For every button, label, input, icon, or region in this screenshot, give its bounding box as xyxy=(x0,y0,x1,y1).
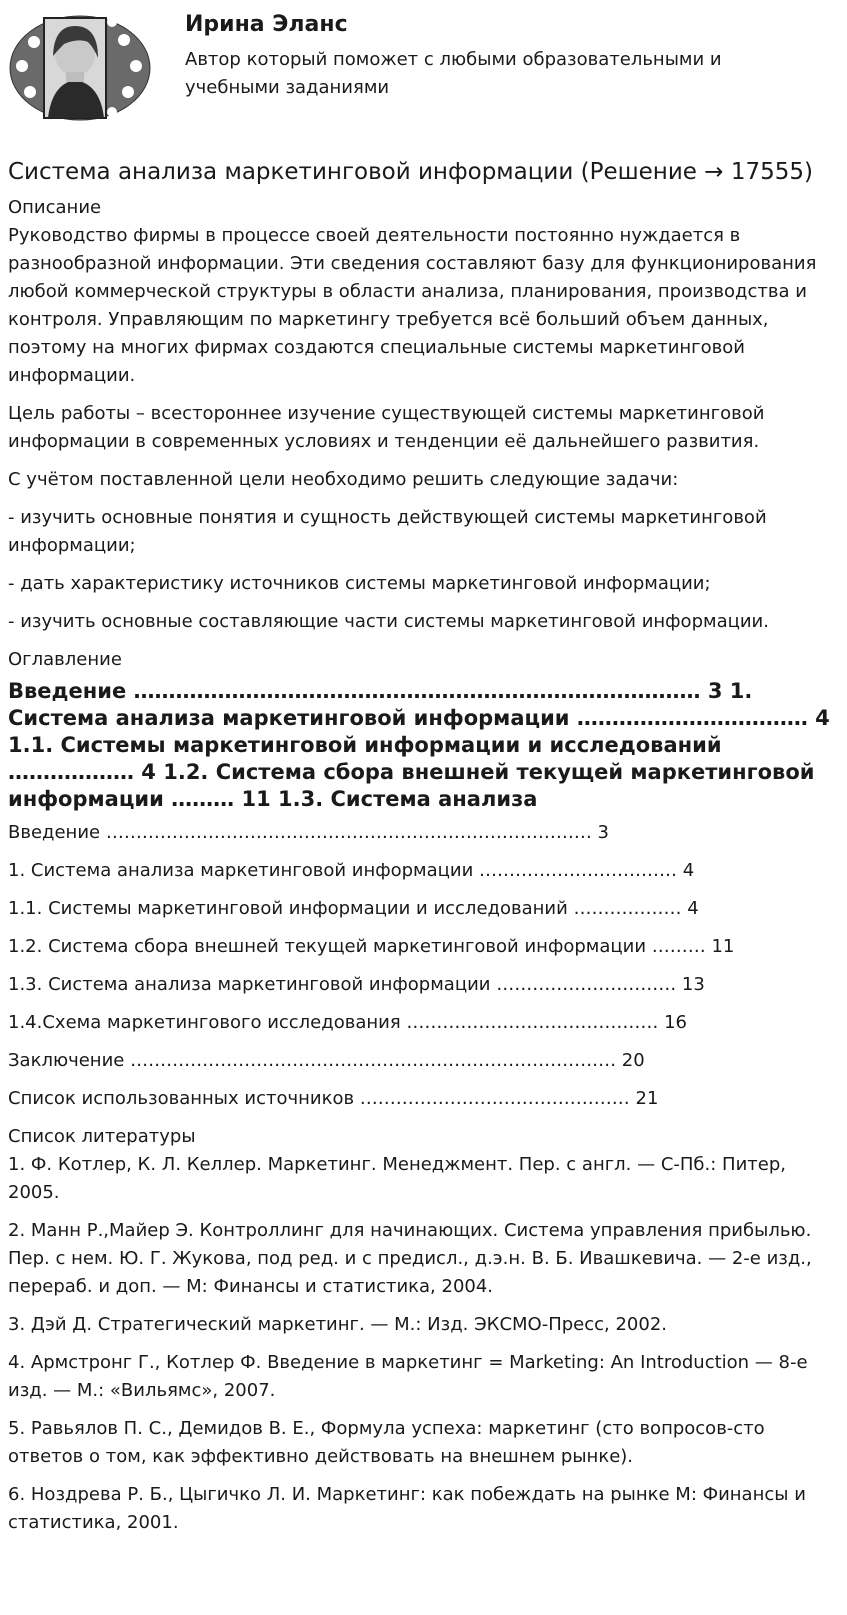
paragraph: Цель работы – всестороннее изучение существующей системы маркетинговой информации в современных условиях и тенденции её дальнейшего развития. xyxy=(8,403,765,452)
author-description: Автор который поможет с любыми образовательными и учебными заданиями xyxy=(185,49,722,98)
toc-heading-run: Введение ……………………………………………………………………… 3 1. Система анализа маркетинговой информации …………………………… 4 1.1. Системы маркетинговой информации и исследований ……………… 4 1.2. Система сбора внешней текущей маркетинговой информации ……… 11 1.3. Система анализа xyxy=(8,679,830,811)
toc-label: Оглавление xyxy=(8,649,122,670)
paragraph: - изучить основные составляющие части системы маркетинговой информации. xyxy=(8,611,769,632)
toc-item: 1.2. Система сбора внешней текущей маркетинговой информации ……… 11 xyxy=(8,936,735,957)
toc-item: Список использованных источников ……………………………………… 21 xyxy=(8,1088,659,1109)
paragraph: Руководство фирмы в процессе своей деятельности постоянно нуждается в разнообразной информации. Эти сведения составляют базу для функционирования любой коммерческой структуры в области анализа, планирования, производства и контроля. Управляющим по маркетингу требуется всё больший объем данных, поэтому на многих фирмах создаются специальные системы маркетинговой информации. xyxy=(8,225,817,386)
paragraph: - дать характеристику источников системы маркетинговой информации; xyxy=(8,573,711,594)
author-name: Ирина Эланс xyxy=(185,12,348,37)
toc-item: Заключение ……………………………………………………………………… 20 xyxy=(8,1050,645,1071)
literature-item: 6. Ноздрева Р. Б., Цыгичко Л. И. Маркетинг: как побеждать на рынке М: Финансы и статистика, 2001. xyxy=(8,1484,806,1533)
description-label: Описание xyxy=(8,197,102,218)
document-title: Система анализа маркетинговой информации (Решение → 17555) xyxy=(8,159,813,185)
paragraph: С учётом поставленной цели необходимо решить следующие задачи: xyxy=(8,469,679,490)
literature-item: 4. Армстронг Г., Котлер Ф. Введение в маркетинг = Marketing: An Introduction — 8-е изд. — М.: «Вильямс», 2007. xyxy=(8,1352,808,1401)
author-header xyxy=(8,8,839,130)
author-avatar xyxy=(8,8,153,128)
literature-item: 5. Равьялов П. С., Демидов В. Е., Формула успеха: маркетинг (сто вопросов-сто ответов о том, как эффективно действовать на внешнем рынке). xyxy=(8,1418,765,1467)
author-info xyxy=(185,8,785,102)
toc-item: 1.3. Система анализа маркетинговой информации ………………………… 13 xyxy=(8,974,705,995)
paragraph: - изучить основные понятия и сущность действующей системы маркетинговой информации; xyxy=(8,507,767,556)
toc-item: 1.1. Системы маркетинговой информации и исследований ……………… 4 xyxy=(8,898,699,919)
literature-item: 3. Дэй Д. Стратегический маркетинг. — М.: Изд. ЭКСМО-Пресс, 2002. xyxy=(8,1314,668,1335)
literature-label: Список литературы xyxy=(8,1126,196,1147)
toc-item: 1.4.Схема маркетингового исследования …………………………………… 16 xyxy=(8,1012,687,1033)
toc-item: Введение ……………………………………………………………………… 3 xyxy=(8,822,609,843)
literature-item: 2. Манн Р.,Майер Э. Контроллинг для начинающих. Система управления прибылью. Пер. с нем. Ю. Г. Жукова, под ред. и с предисл., д.э.н. В. Б. Ивашкевича. — 2-е изд., перераб. и доп. — М: Финансы и статистика, 2004. xyxy=(8,1220,812,1297)
toc-item: 1. Система анализа маркетинговой информации …………………………… 4 xyxy=(8,860,695,881)
literature-item: 1. Ф. Котлер, К. Л. Келлер. Маркетинг. Менеджмент. Пер. с англ. — С-Пб.: Питер, 2005. xyxy=(8,1154,786,1203)
